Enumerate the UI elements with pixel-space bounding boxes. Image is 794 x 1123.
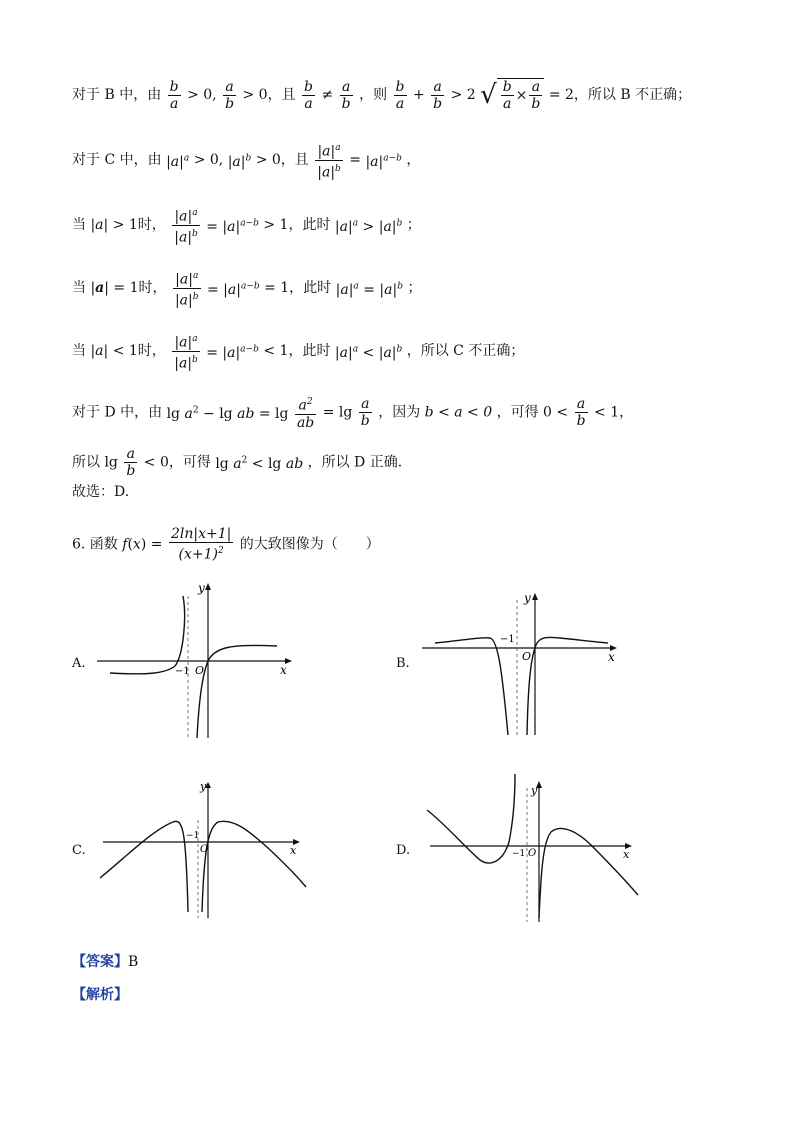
math: |a| — [90, 217, 109, 234]
math: = lg — [322, 404, 353, 421]
math: 0 < — [543, 404, 569, 421]
text: + — [412, 87, 425, 103]
math: lg — [104, 454, 118, 471]
text: > 0，且 — [242, 87, 296, 103]
text: ，所以 D 正确. — [307, 454, 403, 471]
curve-right — [202, 821, 306, 912]
math: = $|a|^{a-b}$ — [206, 281, 260, 298]
text: 对于 B 中，由 — [72, 87, 162, 103]
curve-left — [100, 821, 188, 912]
analysis-tag: 【解析】 — [72, 987, 128, 1003]
fraction: $\frac{a}{b}$ — [225, 78, 235, 112]
math: = $|a|^{a-b}$ — [206, 344, 259, 361]
text: ，因为 — [378, 404, 421, 421]
label-o: O — [200, 844, 209, 855]
label-y: y — [524, 591, 531, 605]
graph-a[interactable] — [95, 578, 295, 743]
label-y: y — [200, 780, 207, 793]
option-d-label[interactable]: D. — [396, 843, 411, 858]
text: < 1，此时 — [263, 343, 331, 360]
text: 对于 C 中，由 — [72, 152, 162, 169]
text: = 1，此时 — [264, 280, 332, 297]
text: ，可得 — [496, 404, 539, 421]
case-3 — [72, 331, 524, 371]
math: $|a|^a$ — [166, 153, 190, 170]
option-c-label[interactable]: C. — [72, 843, 86, 858]
text: > 0, — [193, 152, 224, 169]
text: > 2 — [450, 87, 476, 103]
text: > 0，且 — [255, 152, 309, 169]
sqrt: $\frac{b}{a}$ × $\frac{a}{b}$ — [497, 78, 545, 112]
analysis-line — [72, 984, 128, 1004]
fraction: $\frac{a}{b}$ — [360, 395, 370, 429]
math: < 1， — [594, 404, 634, 421]
question-suffix: 的大致图像为（ ） — [239, 536, 380, 553]
label-o: O — [195, 664, 205, 677]
text: > 0, — [187, 87, 217, 103]
math: $|a|^a < |a|^b$ — [334, 344, 403, 361]
text: 所以 — [72, 454, 100, 471]
y-arrow — [205, 583, 211, 590]
option-d-conclusion — [72, 446, 402, 479]
graph-d[interactable] — [425, 772, 643, 924]
curve-left — [435, 638, 508, 735]
label-y: y — [198, 581, 205, 595]
option-b-label[interactable]: B. — [396, 656, 410, 671]
label-neg1: −1 — [500, 634, 515, 645]
label-neg1: −1 — [512, 849, 526, 859]
math: f(x) = — [122, 536, 163, 553]
answer-tag: 【答案】 — [72, 954, 128, 970]
text: = 1时， — [113, 280, 167, 297]
text: > 1，此时 — [263, 217, 331, 234]
math: $|a|^{a-b}$ — [365, 153, 402, 170]
label-y: y — [531, 784, 538, 797]
text: = — [349, 152, 361, 169]
label-x: x — [608, 650, 615, 664]
text: ； — [407, 280, 422, 297]
fraction: $\frac{a^2}{ab}$ — [295, 394, 316, 431]
math: $|a|^b$ — [227, 153, 252, 170]
label-neg1: −1 — [175, 666, 190, 677]
case-1 — [72, 205, 421, 245]
text: × — [515, 87, 528, 104]
math: $|a|^a > |a|^b$ — [334, 218, 403, 235]
text: b < a < 0 — [424, 404, 493, 421]
option-c-analysis — [72, 140, 420, 180]
label-neg1: −1 — [186, 831, 200, 841]
fraction: $\frac{2\ln|x+1|}{(x+1)^2}$ — [170, 526, 232, 563]
label-o: O — [522, 650, 532, 663]
question-number: 6. 函数 — [72, 536, 118, 553]
label-x: x — [623, 848, 630, 861]
fraction: $\frac{|a|^a}{|a|^b}$ — [172, 205, 200, 245]
math: $\lg a^2 < \lg$ ab — [215, 455, 304, 473]
answer-line — [72, 951, 138, 971]
label-x: x — [290, 844, 297, 857]
text: = 2，所以 B 不正确； — [548, 87, 692, 103]
question-6 — [72, 526, 380, 563]
fraction: $\frac{b}{a}$ — [395, 78, 405, 112]
fraction: $\frac{|a|^a}{|a|^b}$ — [315, 140, 343, 180]
text: 对于 D 中，由 — [72, 404, 163, 421]
curve-left — [427, 774, 515, 863]
fraction: $\frac{|a|^a}{|a|^b}$ — [172, 331, 200, 371]
answer-value: B — [128, 954, 139, 970]
option-b-analysis — [72, 78, 691, 112]
math: $|a|^a = |a|^b$ — [335, 281, 403, 298]
fraction: $\frac{a}{b}$ — [433, 78, 443, 112]
label-x: x — [280, 663, 287, 677]
text: ≠ — [321, 87, 334, 103]
text: 当 — [72, 217, 86, 234]
curve-right — [527, 637, 608, 735]
curve-left — [110, 596, 185, 674]
y-arrow — [532, 593, 538, 600]
text: < 1时， — [112, 343, 166, 360]
curve-right — [197, 645, 277, 738]
math: |a| — [90, 280, 109, 297]
graph-b[interactable] — [420, 590, 620, 740]
curve-right — [539, 828, 638, 918]
text: ，所以 C 不正确； — [406, 343, 525, 360]
graph-c[interactable] — [98, 780, 313, 920]
text: < 0，可得 — [143, 454, 211, 471]
label-o: O — [528, 848, 537, 859]
math: |a| — [90, 343, 109, 360]
text: 当 — [72, 343, 86, 360]
text: 当 — [72, 280, 86, 297]
sqrt-sign: √ — [480, 80, 497, 110]
fraction: $\frac{|a|^a}{|a|^b}$ — [173, 268, 201, 308]
option-a-label[interactable]: A. — [72, 656, 86, 671]
fraction: $\frac{a}{b}$ — [576, 395, 586, 429]
fraction: $\frac{a}{b}$ — [126, 446, 136, 479]
text: ，则 — [359, 87, 388, 103]
math: $\lg a^2 - \lg$ ab = lg — [166, 405, 289, 423]
case-2 — [72, 268, 421, 308]
math: = $|a|^{a-b}$ — [206, 218, 259, 235]
text: ； — [406, 217, 421, 234]
fraction: $\frac{a}{b}$ — [341, 78, 351, 112]
choose-line: 故选：D. — [72, 484, 130, 500]
text: > 1时， — [112, 217, 166, 234]
option-d-analysis — [72, 394, 633, 431]
text: ， — [406, 152, 421, 169]
fraction: $\frac{b}{a}$ — [304, 78, 314, 112]
fraction: $\frac{b}{a}$ — [169, 78, 179, 112]
